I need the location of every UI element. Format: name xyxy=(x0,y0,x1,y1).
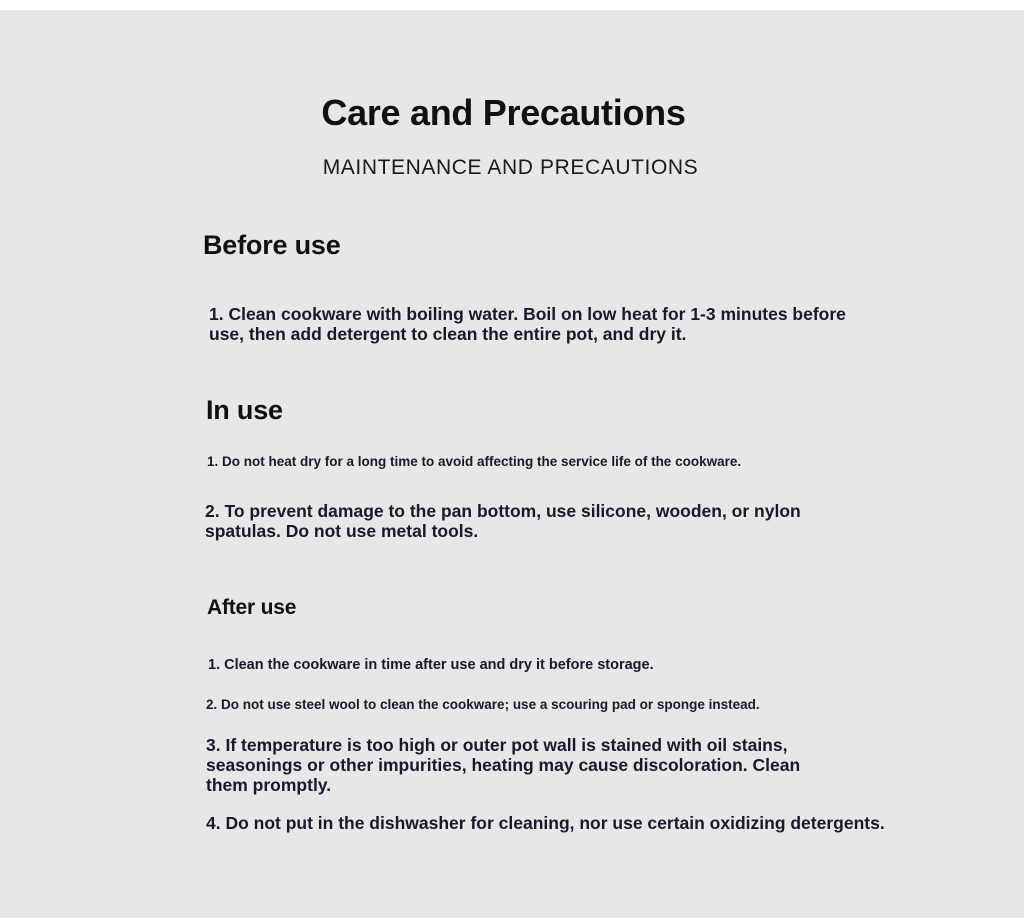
after-use-item-2: 2. Do not use steel wool to clean the cookware; use a scouring pad or sponge instead. xyxy=(206,697,760,712)
page-title: Care and Precautions xyxy=(321,92,686,133)
in-use-item-2: 2. To prevent damage to the pan bottom, use silicone, wooden, or nylon spatulas. Do not use metal tools. xyxy=(205,501,801,541)
care-precautions-page xyxy=(0,10,1024,918)
section-heading-before-use: Before use xyxy=(203,230,341,260)
page-subtitle: MAINTENANCE AND PRECAUTIONS xyxy=(322,156,699,179)
after-use-item-4: 4. Do not put in the dishwasher for cleaning, nor use certain oxidizing detergents. xyxy=(206,813,885,833)
before-use-item-1: 1. Clean cookware with boiling water. Boil on low heat for 1-3 minutes before use, then add detergent to clean the entire pot, and dry it. xyxy=(209,304,846,344)
section-heading-in-use: In use xyxy=(206,395,283,425)
after-use-item-1: 1. Clean the cookware in time after use and dry it before storage. xyxy=(208,657,654,673)
in-use-item-1: 1. Do not heat dry for a long time to avoid affecting the service life of the cookware. xyxy=(207,454,742,469)
section-heading-after-use: After use xyxy=(207,596,297,619)
after-use-item-3: 3. If temperature is too high or outer pot wall is stained with oil stains, seasonings or other impurities, heating may cause discoloration. Clean them promptly. xyxy=(206,735,801,795)
